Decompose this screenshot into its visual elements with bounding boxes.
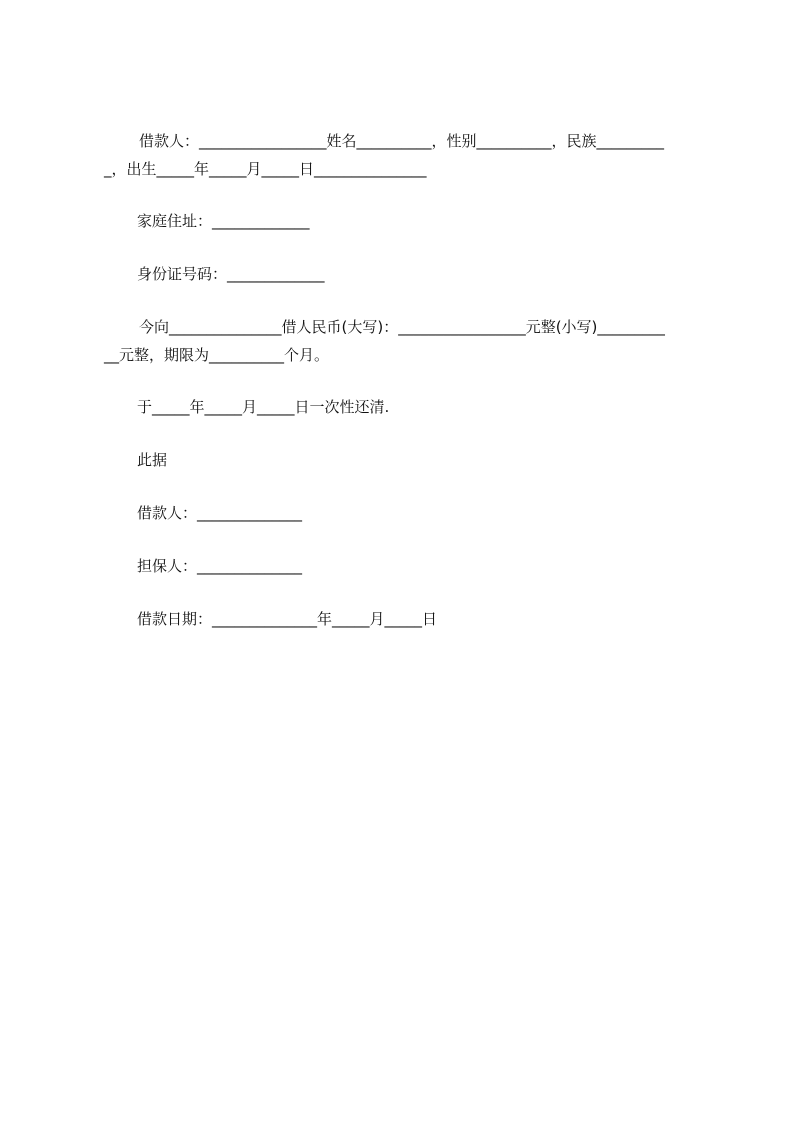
receipt-note-line: 此据 (137, 451, 168, 469)
guarantor-signature-line: 担保人：______________ (137, 557, 303, 575)
borrower-info-line-2: _，出生_____年_____月_____日_______________ (104, 160, 427, 178)
home-address-line: 家庭住址：_____________ (137, 212, 310, 230)
loan-amount-line-2: __元整，期限为__________个月。 (104, 346, 330, 364)
loan-date-line: 借款日期：______________年_____月_____日 (137, 610, 438, 628)
repayment-date-line: 于_____年_____月_____日一次性还清. (137, 398, 390, 416)
loan-amount-line-1: 今向_______________借人民币(大写)：_________________元整(小写)_________ (139, 318, 665, 336)
borrower-signature-line: 借款人：______________ (137, 504, 303, 522)
borrower-info-line-1: 借款人：_________________姓名__________，性别__________，民族_________ (139, 132, 665, 150)
id-number-line: 身份证号码：_____________ (137, 265, 325, 283)
